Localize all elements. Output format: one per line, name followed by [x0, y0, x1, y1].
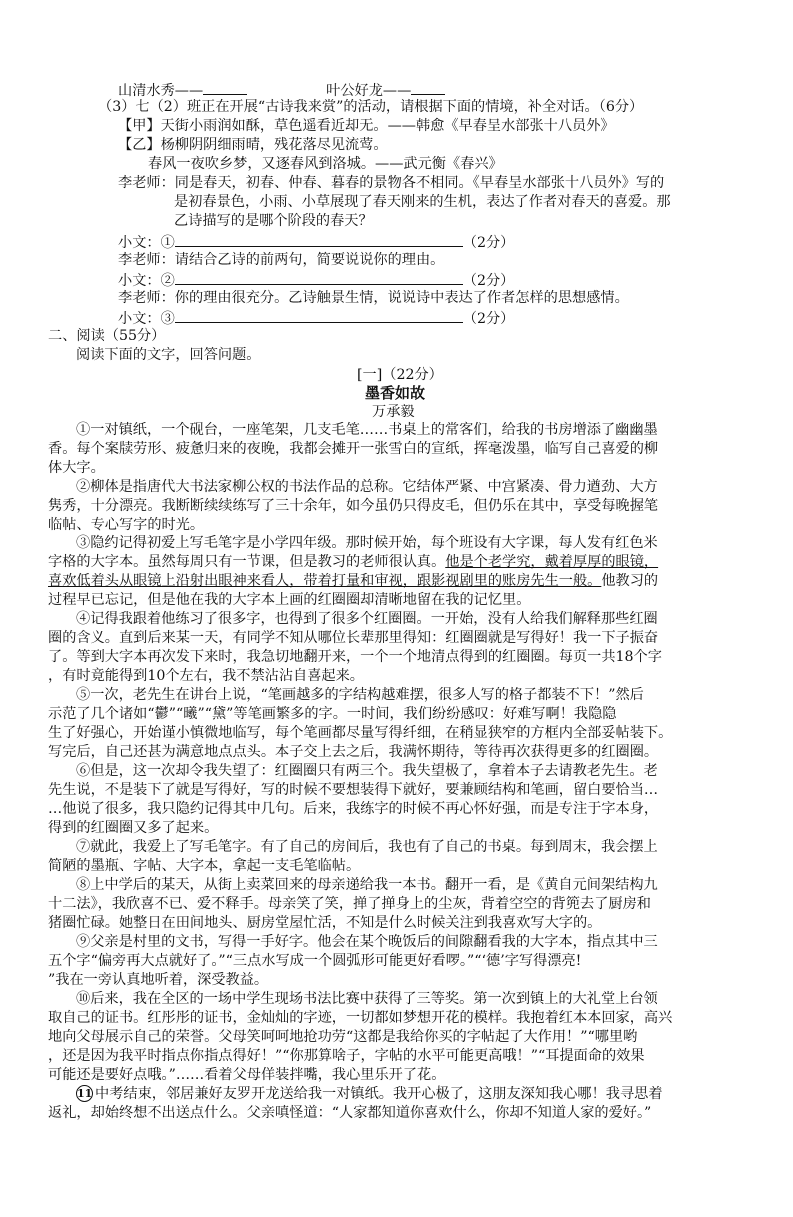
p3-underlined-sentence-1: 他是个老学究，戴着厚厚的眼镜，	[445, 554, 659, 570]
answer-2-score: （2分）	[462, 273, 515, 289]
answer-3-score: （2分）	[462, 311, 515, 327]
p4-line-c: 了。等到大字本再次发下来时，我急切地翻开来，一个一个地清点得到的红圈圈。每页一共18个字	[48, 649, 662, 665]
p11-line-a	[76, 1085, 663, 1103]
p5-line-a: ⑤一次，老先生在讲台上说，“笔画越多的字结构越难摆，很多人写的格子都装不下！”然后	[76, 687, 644, 703]
teacher-line-1c: 乙诗描写的是哪个阶段的春天？	[174, 213, 373, 229]
p3-line-c	[48, 572, 658, 590]
p6-line-d: 得到的红圈圈又多了起来。	[48, 820, 219, 836]
p11-number-circle: 11	[77, 1087, 93, 1100]
idiom-1-blank[interactable]	[203, 80, 247, 95]
p9-line-a: ⑨父亲是村里的文书，写得一手好字。他会在某个晚饭后的间隙翻看我的大字本，指点其中三	[76, 934, 658, 950]
p8-line-b: 十二法》，我欣喜不已、爱不释手。母亲笑了笑，掸了掸身上的尘灰，背着空空的背篼去了厨房和	[48, 896, 651, 912]
reading-instruction: 阅读下面的文字，回答问题。	[76, 347, 261, 363]
p3-text-2: 他教习的	[601, 573, 659, 589]
section-heading: 二、阅读（55分）	[48, 328, 166, 344]
p1-line-c: 体大字。	[48, 460, 105, 476]
p10-line-d: ，还是因为我平时指点你指点得好！”“你那算啥子，字帖的水平可能更高哦！”“耳提面命的效果	[48, 1048, 645, 1064]
p8-line-a: ⑧上中学后的某天，从街上卖菜回来的母亲递给我一本书。翻开一看，是《黄自元间架结构九	[76, 877, 658, 893]
p10-line-e: 可能还是要好点哦。”……看着父母佯装拌嘴，我心里乐开了花。	[48, 1067, 446, 1083]
answer-3-blank[interactable]	[175, 308, 463, 323]
p11-line-b: 返礼，却始终想不出送点什么。父亲嗔怪道：“人家都知道你喜欢什么，你却不知道人家的爱好。”	[48, 1105, 652, 1121]
idiom-1: 山清水秀——	[118, 83, 204, 99]
answer-2-row	[118, 270, 514, 290]
answer-1-label: 小文：①	[118, 235, 175, 251]
p1-line-a: ①一对镇纸，一个砚台，一座笔架，几支毛笔……书桌上的常客们，给我的书房增添了幽幽墨	[76, 422, 658, 438]
p3-line-d: 过程早已忘记，但是他在我的大字本上画的红圈圈却清晰地留在我的记忆里。	[48, 592, 531, 608]
teacher-line-1b: 是初春景色，小雨、小草展现了春天刚来的生机，表达了作者对春天的喜爱。那	[174, 194, 671, 210]
p4-line-d: ，有时竟能得到10个左右，我不禁沾沾自喜起来。	[48, 668, 364, 684]
p3-text: 字格的大字本。虽然每周只有一节课，但是教习的老师很认真。	[48, 554, 446, 570]
p1-line-b: 香。每个案牍劳形、疲惫归来的夜晚，我都会摊开一张雪白的宣纸，挥毫泼墨，临写自己喜爱的柳	[48, 441, 659, 457]
p3-line-a: ③隐约记得初爱上写毛笔字是小学四年级。那时候开始，每个班设有大字课，每人发有红色米	[76, 535, 658, 551]
p5-line-d: 写完后，自己还甚为满意地点点头。本子交上去之后，我满怀期待，等待再次获得更多的红圈圈。	[48, 744, 659, 760]
p7-line-b: 简陋的墨瓶、字帖、大字本，拿起一支毛笔临帖。	[48, 858, 361, 874]
answer-2-label: 小文：②	[118, 273, 175, 289]
article-title: 墨香如故	[365, 384, 426, 402]
poem-b-line1: 【乙】杨柳阴阴细雨晴，残花落尽见流莺。	[118, 137, 388, 153]
q3-intro: （3）七（2）班正在开展“古诗我来赏”的活动，请根据下面的情境，补全对话。（6分）	[98, 99, 644, 115]
teacher-line-2: 李老师：请结合乙诗的前两句，简要说说你的理由。	[118, 252, 445, 268]
p3-line-b	[48, 553, 658, 571]
answer-1-score: （2分）	[462, 235, 515, 251]
p8-line-c: 猪圈忙碌。她整日在田间地头、厨房堂屋忙活，不知是什么时候关注到我喜欢写大字的。	[48, 915, 602, 931]
part-label: [一]（22分）	[357, 367, 443, 383]
p6-line-b: 先生说，不是装下了就是写得好，写的时候不要想装得下就好，要兼顾结构和笔画，留白要恰当…	[48, 782, 659, 798]
poem-b-line2: 春风一夜吹乡梦，又逐春风到洛城。——武元衡《春兴》	[148, 156, 503, 172]
p4-line-b: 圈的含义。直到后来某一天，有同学不知从哪位长辈那里得知：红圈圈就是写得好！我一下子振奋	[48, 630, 659, 646]
p9-line-b: 五个字“偏旁再大点就好了。”“三点水写成一个圆弧形可能更好看啰。”“‘德’字写得漂亮!	[48, 953, 582, 969]
p6-line-a: ⑥但是，这一次却令我失望了：红圈圈只有两三个。我失望极了，拿着本子去请教老先生。老	[76, 763, 658, 779]
p7-line-a: ⑦就此，我爱上了写毛笔字。有了自己的房间后，我也有了自己的书桌。每到周末，我会摆上	[76, 839, 658, 855]
teacher-line-3: 李老师：你的理由很充分。乙诗触景生情，说说诗中表达了作者怎样的思想感情。	[118, 290, 629, 306]
p10-line-a: ⑩后来，我在全区的一场中学生现场书法比赛中获得了三等奖。第一次到镇上的大礼堂上台领	[76, 991, 658, 1007]
p5-line-c: 生了好强心，开始谨小慎微地临写，每个笔画都尽量写得纤细，在稍显狭窄的方框内全部妥帖装下。	[48, 725, 673, 741]
p2-line-c: 临帖、专心写字的时光。	[48, 517, 205, 533]
idiom-2-blank[interactable]	[411, 80, 445, 95]
p2-line-b: 隽秀，十分漂亮。我断断续续练写了三十余年，如今虽仍只得皮毛，但仍乐在其中，享受每晚握笔	[48, 498, 659, 514]
p4-line-a: ④记得我跟着他练习了很多字，也得到了很多个红圈圈。一开始，没有人给我们解释那些红圈	[76, 611, 658, 627]
p9-line-c: ”我在一旁认真地听着，深受教益。	[48, 972, 269, 988]
p10-line-b: 取自己的证书。红彤彤的证书，金灿灿的字迹，一切都如梦想开花的模样。我抱着红本本回家，高兴	[48, 1010, 673, 1026]
idiom-2: 叶公好龙——	[326, 83, 412, 99]
answer-1-row	[118, 232, 514, 252]
idiom-line	[118, 80, 445, 100]
p2-line-a: ②柳体是指唐代大书法家柳公权的书法作品的总称。它结体严紧、中宫紧凑、骨力遒劲、大方	[76, 479, 658, 495]
p11-text-a: 中考结束，邻居兼好友罗开龙送给我一对镇纸。我开心极了，这朋友深知我心哪！我寻思着	[95, 1086, 663, 1102]
answer-3-row	[118, 308, 514, 328]
poem-a: 【甲】天街小雨润如酥，草色遥看近却无。——韩愈《早春呈水部张十八员外》	[118, 118, 615, 134]
answer-2-blank[interactable]	[175, 270, 463, 285]
p6-line-c: …他说了很多，我只隐约记得其中几句。后来，我练字的时候不再心怀好强，而是专注于字本身，	[48, 801, 659, 817]
answer-1-blank[interactable]	[175, 232, 463, 247]
answer-3-label: 小文：③	[118, 311, 175, 327]
p10-line-c: 地向父母展示自己的荣誉。父母笑呵呵地抢功劳“这都是我给你买的字帖起了大作用！”“哪里哟	[48, 1029, 638, 1045]
p3-underlined-sentence-2: 喜欢低着头从眼镜上沿射出眼神来看人，带着打量和审视，跟影视剧里的账房先生一般。	[48, 573, 602, 589]
p5-line-b: 示范了几个诸如“鬱”“曦”“黛”等笔画繁多的字。一时间，我们纷纷感叹：好难写啊！我隐隐	[48, 706, 617, 722]
article-author: 万承毅	[372, 404, 415, 420]
teacher-line-1a: 李老师：同是春天，初春、仲春、暮春的景物各不相同。《早春呈水部张十八员外》写的	[118, 175, 665, 191]
